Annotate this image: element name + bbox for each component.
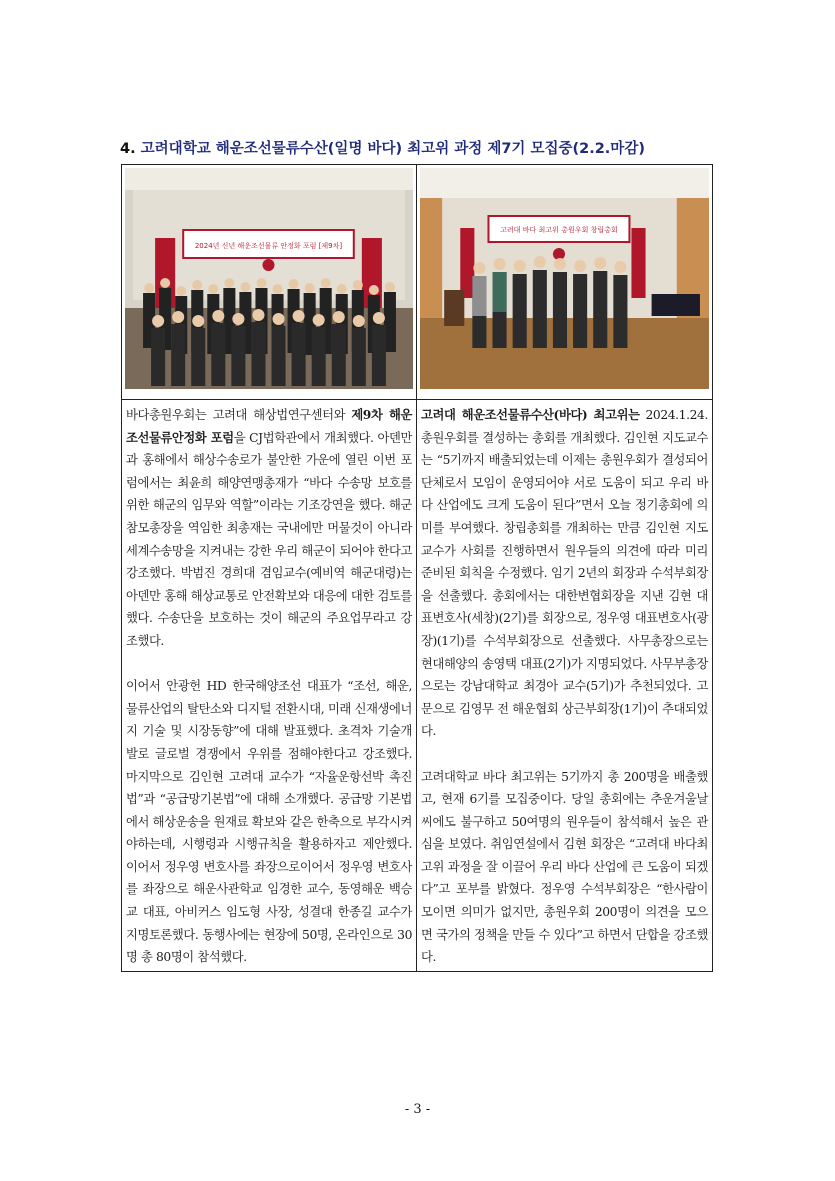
forum-group-photo [125,168,413,389]
left-article-cell [122,400,417,972]
left-para1-lead: 바다총원우회는 고려대 해상법연구센터와 [126,408,352,422]
left-para1-bold: 제9차 해운조선물류안정화 포럼 [126,407,413,445]
forum-banner-text: 2024년 신년 해운조선물류 안정화 포럼 [제9차] [194,241,343,250]
content-table [121,164,713,972]
right-paragraph-1 [421,404,708,743]
right-article-cell [417,400,713,972]
section-title: 고려대학교 해운조선물류수산(일명 바다) 최고위 과정 제7기 모집중(2.2.마감) [140,141,645,157]
page-number: - 3 - [404,1102,431,1117]
right-paragraph-2: 고려대학교 바다 최고위는 5기까지 총 200명을 배출했고, 현재 6기를 모집중이다. 당일 총회에는 추운겨울날씨에도 불구하고 50여명의 원우들이 참석해서 높은 관심을 보였다. 취임연설에서 김현 회장은 “고려대 바다최고위 과정을 잘 이끌어 우리 바다 산업에 큰 도움이 되겠다”고 포부를 밝혔다. 정우영 수석부회장은 “한사람이 모이면 의미가 없지만, 총원우회 200명이 의견을 모으면 국가의 정책을 만들 수 있다”고 하면서 단합을 강조했다. [421,769,708,965]
left-photo-cell [122,165,417,400]
left-paragraph-1 [126,404,412,653]
general-meeting-photo [420,168,709,389]
left-paragraph-2: 이어서 안광헌 HD 한국해양조선 대표가 “조선, 해운, 물류산업의 탈탄소와 디지털 전환시대, 미래 신재생에너지 기술 및 시장동향”에 대해 발표했다. 초격차 기술개발로 글로벌 경쟁에서 우위를 점해야한다고 강조했다. 마지막으로 김인현 고려대 교수가 “자율운항선박 촉진법”과 “공급망기본법”에 대해 소개했다. 공급망 기본법에서 해상운송을 원재료 확보와 같은 한축으로 부각시켜야하는데, 시행령과 시행규칙을 활용하자고 제안했다. 이어서 정우영 변호사를 좌장으로이어서 정우영 변호사를 좌장으로 해운사관학교 임경한 교수, 동영해운 백승교 대표, 아비커스 임도형 사장, 성결대 한종길 교수가 지명토론했다. 동행사에는 현장에 50명, 온라인으로 30명 총 80명이 참석했다. [126,679,412,965]
meeting-banner-text: 고려대 바다 최고위 총원우회 창립총회 [500,225,618,234]
section-heading [120,137,720,158]
section-number: 4. [120,141,136,157]
right-photo-cell [417,165,713,400]
left-para1-rest: 을 CJ법학관에서 개최했다. 아덴만과 홍해에서 해상수송로가 불안한 가운에 열린 이번 포럼에서는 최윤희 해양연맹총재가 “바다 수송망 보호를 위한 해군의 임무와 역할”이라는 기조강연을 했다. 해군참모총장을 역임한 최총재는 국내에만 머물것이 아니라 세계수송망을 지켜내는 강한 우리 해군이 되어야 한다고 강조했다. 박범진 경희대 겸임교수(예비역 해군대령)는 아덴만 홍해 해상교통로 안전확보와 대응에 대한 검토를 했다. 수송단을 보호하는 것이 해군의 주요업무라고 강조했다. [126,430,412,648]
right-para1-bold: 고려대 해운조선물류수산(바다) 최고위는 [421,407,640,422]
right-para1-rest: 2024.1.24. 총원우회를 결성하는 총회를 개최했다. 김인현 지도교수는 “5기까지 배출되었는데 이제는 총원우회가 결성되어 단체로서 모임이 운영되어야 서로 도움이 되고 우리 바다 산업에도 크게 도움이 된다”면서 오늘 정기총회에 의미를 부여했다. 창립총회를 개최하는 만큼 김인현 지도교수가 사회를 진행하면서 원우들의 의견에 따라 미리 준비된 회칙을 수정했다. 임기 2년의 회장과 수석부회장을 선출했다. 총회에서는 대한변협회장을 지낸 김현 대표변호사(세창)(2기)를 회장으로, 정우영 대표변호사(광장)(1기)를 수석부회장으로 선출했다. 사무총장으로는 현대해양의 송영택 대표(2기)가 지명되었다. 사무부총장으로는 강남대학교 최경아 교수(5기)가 추천되었다. 고문으로 김영무 전 해운협회 상근부회장(1기)이 추대되었다. [421,408,708,739]
